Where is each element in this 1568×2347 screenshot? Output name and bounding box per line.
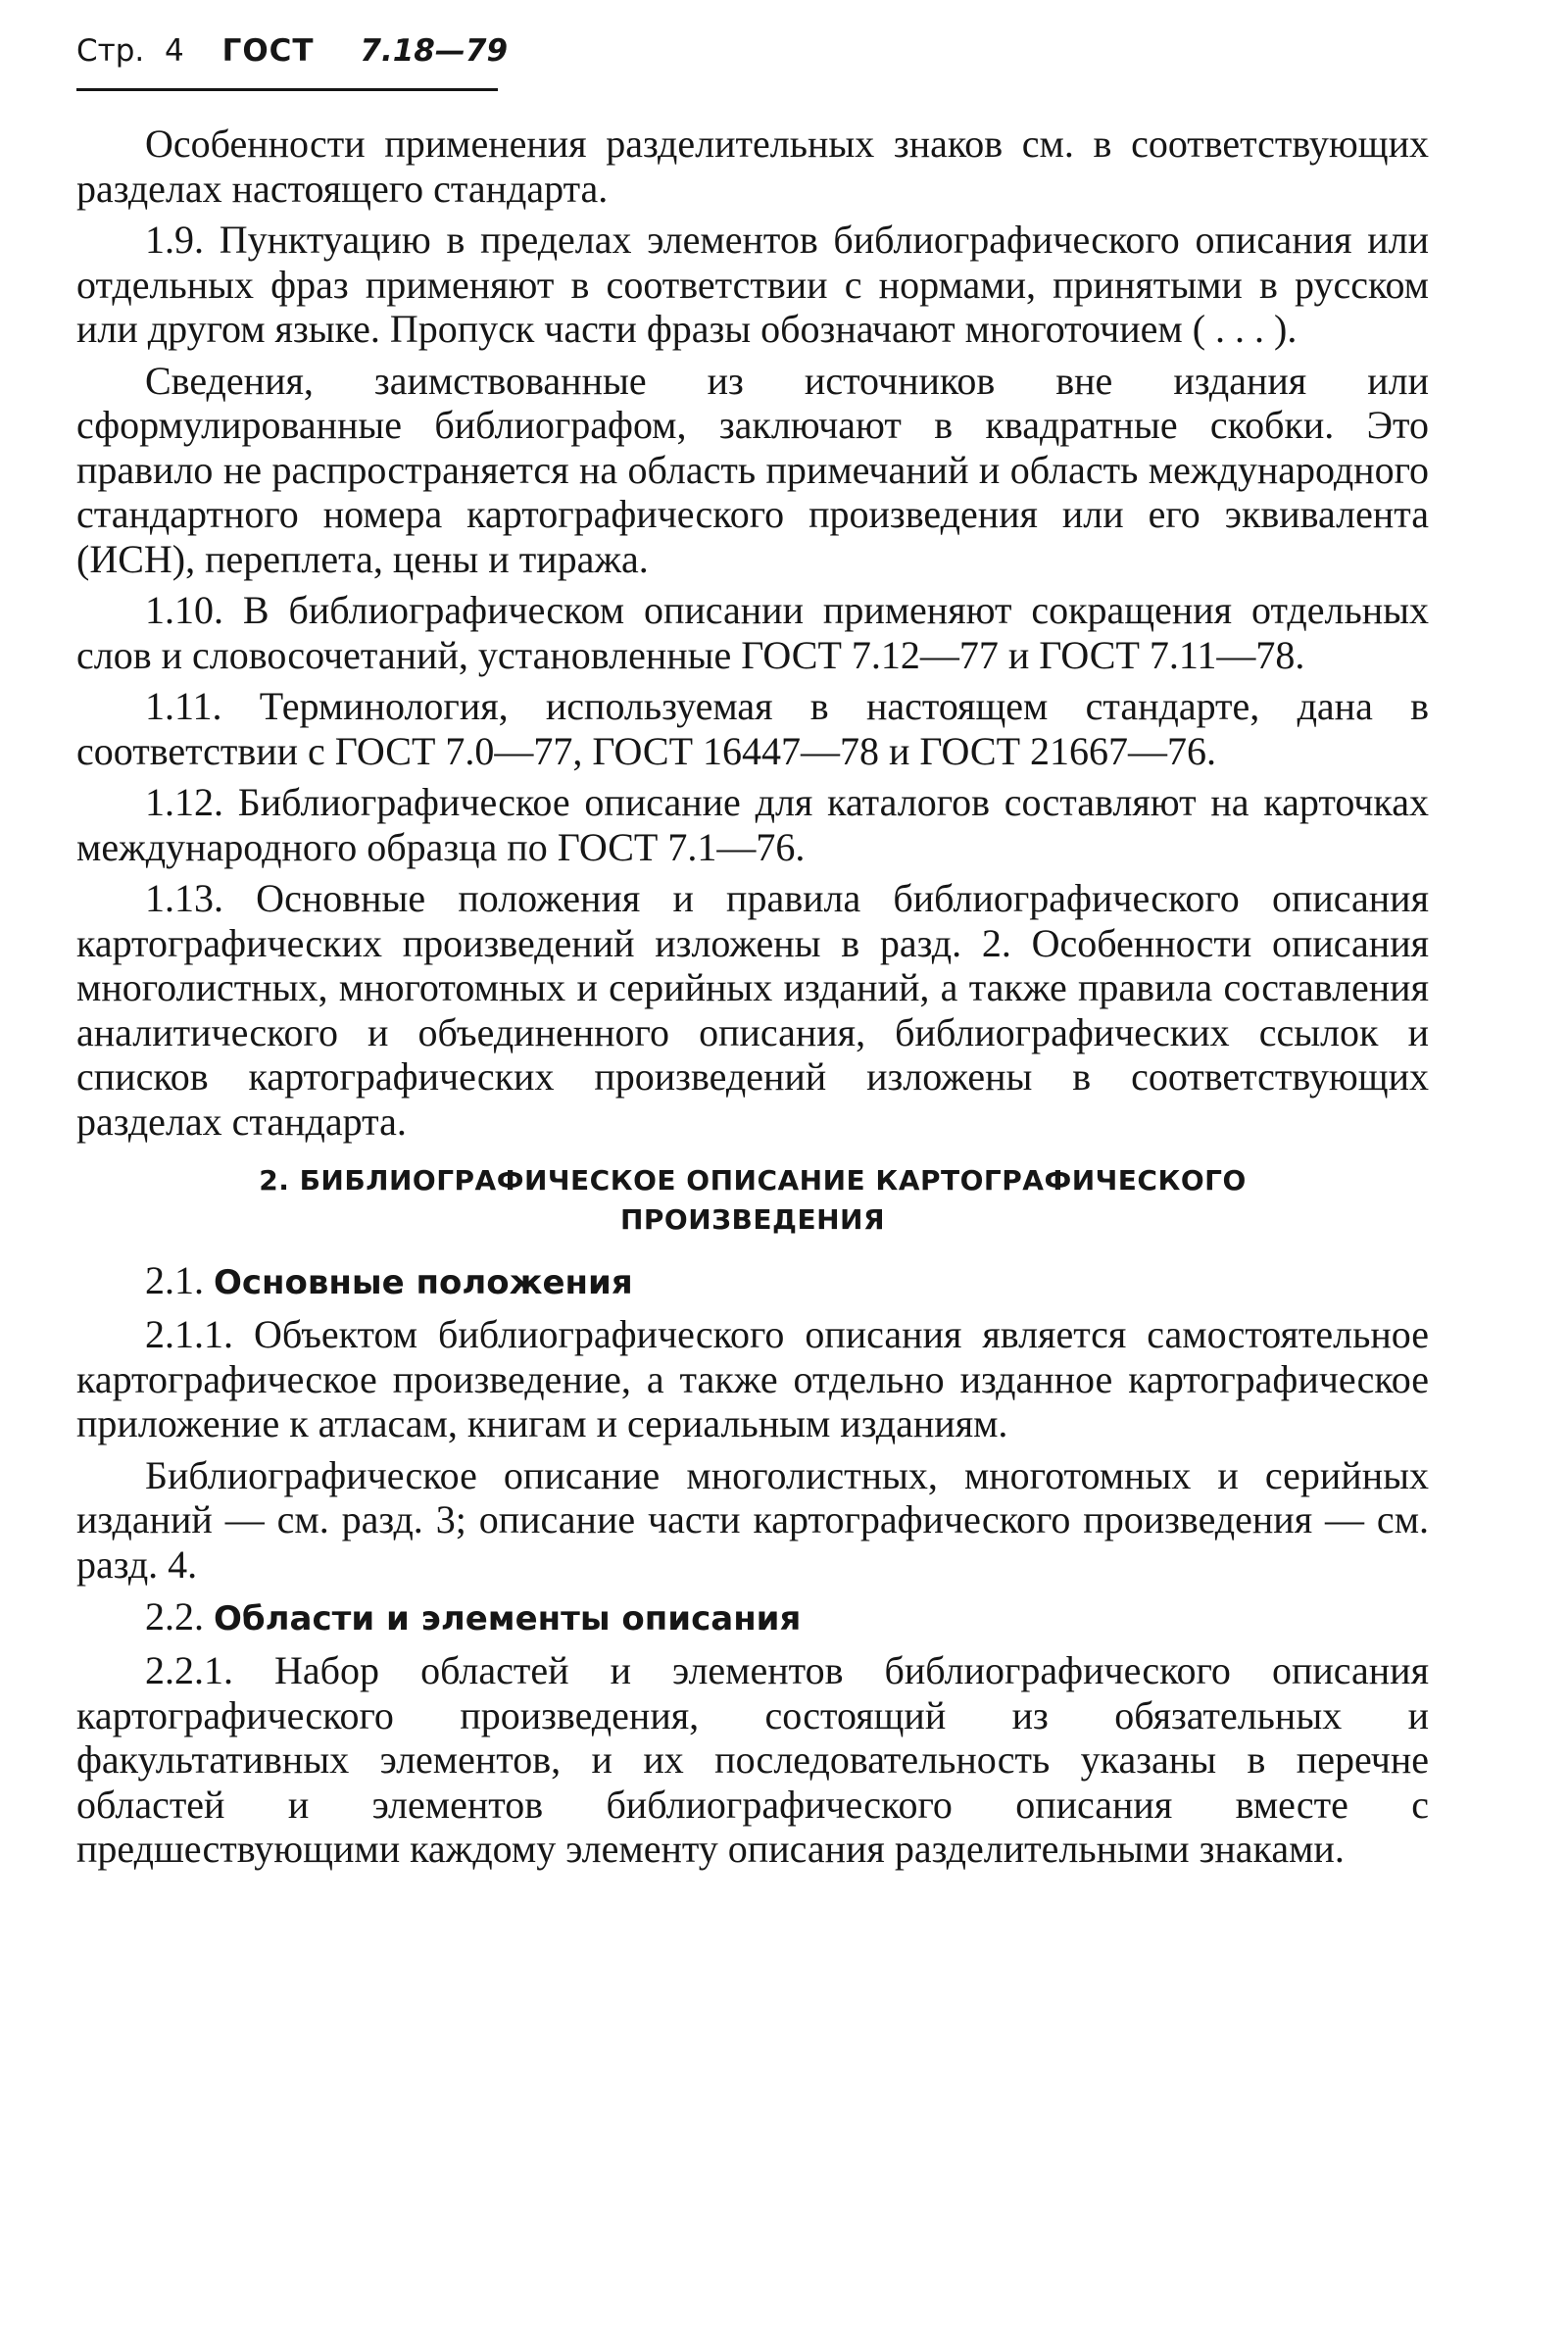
- paragraph-1-11: 1.11. Терминология, используемая в настоящем стандарте, дана в соответствии с ГОСТ 7.0—77, ГОСТ 16447—78 и ГОСТ 21667—76.: [76, 684, 1429, 773]
- document-body: [76, 122, 1429, 1879]
- subsection-heading-2-2: [76, 1593, 1429, 1642]
- subsection-heading-2-1: [76, 1257, 1429, 1306]
- paragraph-separators: Особенности применения разделительных знаков см. в соответствующих разделах настоящего стандарта.: [76, 122, 1429, 211]
- standard-number: 7.18—79: [360, 33, 509, 69]
- paragraph-2-2-1: 2.2.1. Набор областей и элементов библиографического описания картографического произведения, состоящий из обязательных и факультативных элементов, и их последовательность указаны в перечне областей и элементов библиографического описания вместе с предшествующими каждому элементу описания разделительными знаками.: [76, 1648, 1429, 1871]
- page-label: Стр.: [76, 33, 145, 69]
- paragraph-1-12: 1.12. Библиографическое описание для каталогов составляют на карточках международного образца по ГОСТ 7.1—76.: [76, 780, 1429, 869]
- standard-label: ГОСТ: [221, 33, 315, 69]
- paragraph-borrowed-info: Сведения, заимствованные из источников вне издания или сформулированные библиографом, заключают в квадратные скобки. Это правило не распространяется на область примечаний и область международного стандартного номера картографического произведения или его эквивалента (ИСН), переплета, цены и тиража.: [76, 358, 1429, 581]
- subsection-title: Основные положения: [214, 1263, 633, 1302]
- paragraph-1-10: 1.10. В библиографическом описании применяют сокращения отдельных слов и словосочетаний, установленные ГОСТ 7.12—77 и ГОСТ 7.11—78.: [76, 588, 1429, 677]
- paragraph-multisheet: Библиографическое описание многолистных, многотомных и серийных изданий — см. разд. 3; описание части картографического произведения — см. разд. 4.: [76, 1452, 1429, 1587]
- paragraph-1-13: 1.13. Основные положения и правила библиографического описания картографических произведений изложены в разд. 2. Особенности описания многолистных, многотомных и серийных изданий, а также правила составления аналитического и объединенного описания, библиографических ссылок и списков картографических произведений изложены в соответствующих разделах стандарта.: [76, 876, 1429, 1144]
- section-heading: 2. БИБЛИОГРАФИЧЕСКОЕ ОПИСАНИЕ КАРТОГРАФИЧЕСКОГО ПРОИЗВЕДЕНИЯ: [259, 1164, 1247, 1236]
- page-header: [76, 27, 509, 91]
- page-number: 4: [165, 33, 184, 69]
- subsection-title: Области и элементы описания: [214, 1599, 802, 1638]
- subsection-number: 2.1.: [145, 1258, 204, 1302]
- paragraph-1-9: 1.9. Пунктуацию в пределах элементов библиографического описания или отдельных фраз применяют в соответствии с нормами, принятыми в русском или другом языке. Пропуск части фразы обозначают многоточием ( . . . ).: [76, 218, 1429, 351]
- subsection-number: 2.2.: [145, 1594, 204, 1638]
- paragraph-2-1-1: 2.1.1. Объектом библиографического описания является самостоятельное картографическое произведение, а также отдельно изданное картографическое приложение к атласам, книгам и сериальным изданиям.: [76, 1312, 1429, 1445]
